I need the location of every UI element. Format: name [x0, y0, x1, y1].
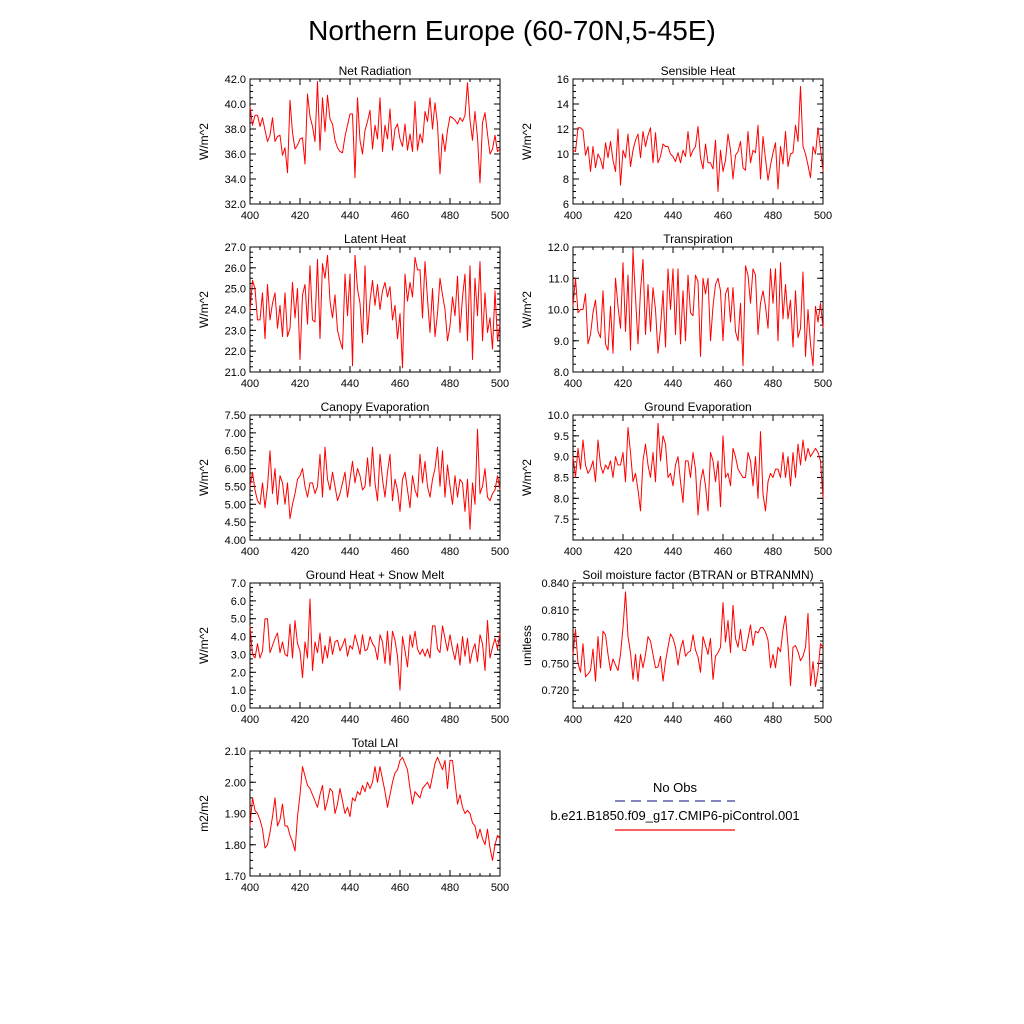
x-tick-label: 480: [440, 546, 460, 558]
y-tick-label: 2.10: [224, 746, 246, 758]
x-tick-label: 500: [813, 546, 833, 558]
x-tick-label: 420: [613, 378, 633, 390]
x-tick-label: 480: [763, 378, 783, 390]
x-tick-label: 440: [340, 210, 360, 222]
y-tick-label: 2.00: [224, 777, 246, 790]
x-tick-label: 500: [813, 378, 833, 390]
x-tick-label: 440: [663, 378, 683, 390]
panel-title: Soil moisture factor (BTRAN or BTRANMN): [582, 568, 814, 582]
panel-title: Latent Heat: [343, 232, 407, 246]
y-tick-label: 1.80: [224, 839, 246, 852]
x-tick-label: 480: [763, 714, 783, 726]
panel-title: Sensible Heat: [660, 64, 736, 78]
y-tick-label: 5.00: [224, 499, 246, 512]
y-tick-label: 7.00: [224, 427, 246, 440]
x-tick-label: 460: [390, 882, 410, 894]
y-tick-label: 11.0: [548, 273, 569, 286]
y-tick-label: 6.00: [224, 463, 246, 476]
panel-title: Net Radiation: [338, 64, 412, 78]
y-tick-label: 6.0: [230, 595, 246, 608]
y-tick-label: 3.0: [230, 649, 246, 662]
x-tick-label: 440: [340, 714, 360, 726]
y-tick-label: 6.50: [224, 445, 246, 458]
x-tick-label: 460: [713, 714, 733, 726]
y-tick-label: 38.0: [224, 124, 246, 136]
y-tick-label: 1.70: [224, 871, 246, 883]
x-tick-label: 420: [613, 546, 633, 558]
x-tick-label: 500: [490, 378, 510, 390]
y-tick-label: 5.50: [224, 481, 246, 494]
y-tick-label: 16: [556, 74, 569, 86]
x-tick-label: 460: [390, 378, 410, 390]
panel-title: Total LAI: [351, 736, 399, 750]
y-tick-label: 23.0: [224, 325, 246, 338]
y-tick-label: 27.0: [224, 242, 246, 254]
panel-title: Canopy Evaporation: [320, 400, 430, 414]
x-tick-label: 480: [440, 882, 460, 894]
y-tick-label: 8: [562, 174, 569, 186]
panel-title: Transpiration: [663, 232, 733, 246]
y-tick-label: 9.5: [553, 430, 569, 443]
x-tick-label: 420: [290, 882, 310, 894]
y-axis-label: W/m^2: [197, 123, 211, 160]
legend-model-label: b.e21.B1850.f09_g17.CMIP6-piControl.001: [550, 808, 800, 823]
x-tick-label: 400: [240, 882, 260, 894]
x-tick-label: 460: [713, 378, 733, 390]
y-tick-label: 4.50: [224, 517, 246, 530]
y-tick-label: 4.00: [224, 535, 246, 547]
x-tick-label: 500: [490, 210, 510, 222]
y-tick-label: 10: [556, 149, 569, 161]
panel-title: Ground Evaporation: [644, 400, 752, 414]
y-axis-label: W/m^2: [520, 123, 534, 160]
y-tick-label: 36.0: [224, 149, 246, 161]
y-tick-label: 0.720: [541, 685, 569, 698]
x-tick-label: 420: [613, 210, 633, 222]
y-tick-label: 1.90: [224, 808, 246, 821]
y-tick-label: 7.5: [553, 514, 569, 527]
x-tick-label: 480: [440, 210, 460, 222]
x-tick-label: 440: [340, 546, 360, 558]
y-tick-label: 26.0: [224, 262, 246, 275]
y-tick-label: 40.0: [224, 99, 246, 111]
y-tick-label: 8.5: [553, 472, 569, 485]
x-tick-label: 400: [240, 210, 260, 222]
x-tick-label: 440: [663, 714, 683, 726]
x-tick-label: 400: [563, 378, 583, 390]
y-tick-label: 0.750: [541, 658, 569, 671]
x-tick-label: 460: [390, 714, 410, 726]
y-axis-label: W/m^2: [520, 459, 534, 496]
x-tick-label: 400: [563, 714, 583, 726]
y-tick-label: 12.0: [547, 242, 569, 254]
y-tick-label: 10.0: [547, 304, 569, 317]
x-tick-label: 420: [290, 378, 310, 390]
y-tick-label: 32.0: [224, 199, 246, 211]
y-tick-label: 34.0: [224, 174, 246, 186]
x-tick-label: 500: [813, 210, 833, 222]
x-tick-label: 480: [763, 546, 783, 558]
y-tick-label: 0.0: [230, 703, 246, 715]
y-tick-label: 9.0: [553, 451, 569, 464]
x-tick-label: 400: [563, 210, 583, 222]
x-tick-label: 480: [763, 210, 783, 222]
x-tick-label: 420: [290, 210, 310, 222]
x-tick-label: 400: [240, 714, 260, 726]
x-tick-label: 480: [440, 378, 460, 390]
x-tick-label: 460: [713, 546, 733, 558]
y-tick-label: 22.0: [224, 346, 246, 359]
x-tick-label: 440: [663, 546, 683, 558]
y-tick-label: 12: [556, 124, 569, 136]
y-tick-label: 7.50: [224, 410, 246, 422]
x-tick-label: 460: [390, 546, 410, 558]
y-axis-label: m2/m2: [197, 795, 211, 832]
y-tick-label: 14: [556, 99, 569, 111]
y-tick-label: 6: [562, 199, 569, 211]
legend-obs-label: No Obs: [652, 780, 698, 795]
x-tick-label: 460: [713, 210, 733, 222]
y-tick-label: 42.0: [224, 74, 246, 86]
x-tick-label: 460: [390, 210, 410, 222]
y-axis-label: W/m^2: [197, 291, 211, 328]
y-tick-label: 9.0: [553, 335, 569, 348]
y-tick-label: 1.0: [230, 685, 246, 698]
y-tick-label: 10.0: [547, 410, 569, 422]
x-tick-label: 420: [290, 546, 310, 558]
y-tick-label: 2.0: [230, 667, 246, 680]
x-tick-label: 400: [563, 546, 583, 558]
x-tick-label: 440: [340, 882, 360, 894]
x-tick-label: 420: [290, 714, 310, 726]
y-tick-label: 21.0: [224, 367, 246, 379]
y-tick-label: 0.780: [541, 631, 569, 644]
x-tick-label: 500: [490, 714, 510, 726]
x-tick-label: 480: [440, 714, 460, 726]
y-axis-label: W/m^2: [520, 291, 534, 328]
main-title: Northern Europe (60-70N,5-45E): [308, 15, 716, 46]
y-tick-label: 0.840: [541, 578, 569, 590]
x-tick-label: 500: [490, 546, 510, 558]
x-tick-label: 440: [663, 210, 683, 222]
x-tick-label: 420: [613, 714, 633, 726]
y-tick-label: 8.0: [553, 367, 569, 379]
x-tick-label: 400: [240, 546, 260, 558]
y-axis-label: W/m^2: [197, 627, 211, 664]
y-axis-label: unitless: [520, 625, 534, 666]
x-tick-label: 500: [490, 882, 510, 894]
y-axis-label: W/m^2: [197, 459, 211, 496]
y-tick-label: 4.0: [230, 631, 246, 644]
y-tick-label: 25.0: [224, 283, 246, 296]
x-tick-label: 400: [240, 378, 260, 390]
x-tick-label: 500: [813, 714, 833, 726]
x-tick-label: 440: [340, 378, 360, 390]
y-tick-label: 24.0: [224, 304, 246, 317]
y-tick-label: 5.0: [230, 613, 246, 626]
y-tick-label: 8.0: [553, 493, 569, 506]
panel-title: Ground Heat + Snow Melt: [305, 568, 445, 582]
y-tick-label: 7.0: [230, 578, 246, 590]
y-tick-label: 0.810: [541, 604, 569, 617]
